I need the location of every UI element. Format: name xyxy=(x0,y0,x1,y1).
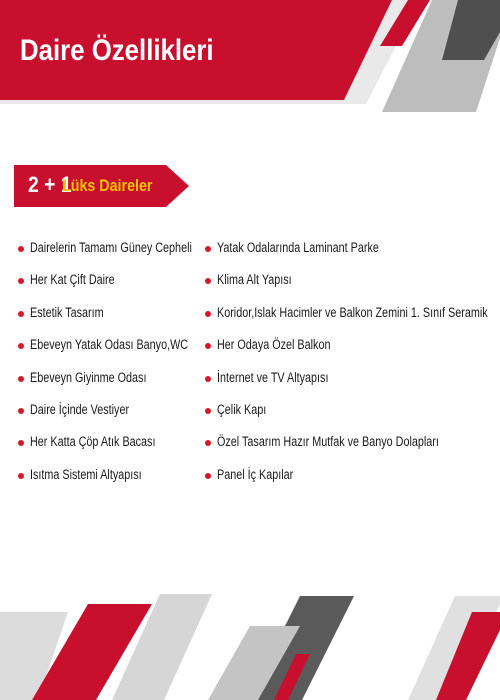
feature-text: Ebeveyn Yatak Odası Banyo,WC xyxy=(30,337,189,353)
list-item xyxy=(205,400,500,432)
bullet-icon xyxy=(205,246,211,252)
bullet-icon xyxy=(18,246,24,252)
bullet-icon xyxy=(205,376,211,382)
feature-text: Özel Tasarım Hazır Mutfak ve Banyo Dolapları xyxy=(217,434,439,450)
badge-label: Lüks Daireler xyxy=(62,176,153,195)
list-item xyxy=(205,303,500,335)
list-item xyxy=(18,400,232,432)
list-item xyxy=(18,270,232,302)
footer-gray-mid xyxy=(208,626,300,700)
feature-text: Daire İçinde Vestiyer xyxy=(30,401,130,417)
bullet-icon xyxy=(18,311,24,317)
feature-text: Her Katta Çöp Atık Bacası xyxy=(30,434,156,450)
bullet-icon xyxy=(205,343,211,349)
feature-text: Her Odaya Özel Balkon xyxy=(217,337,331,353)
list-item xyxy=(205,238,500,270)
bullet-icon xyxy=(18,473,24,479)
bullet-icon xyxy=(18,440,24,446)
features-left-column xyxy=(18,238,232,497)
bullet-icon xyxy=(18,278,24,284)
list-item xyxy=(18,303,232,335)
feature-text: Panel İç Kapılar xyxy=(217,466,294,482)
bullet-icon xyxy=(18,343,24,349)
bullet-icon xyxy=(18,376,24,382)
badge-number: 2 + 1 xyxy=(28,172,72,197)
list-item xyxy=(18,465,232,497)
list-item xyxy=(18,238,232,270)
list-item xyxy=(18,368,232,400)
bullet-icon xyxy=(205,408,211,414)
feature-text: İnternet ve TV Altyapısı xyxy=(217,369,329,385)
bullet-icon xyxy=(205,311,211,317)
feature-text: Koridor,Islak Hacimler ve Balkon Zemini 1. Sınıf Seramik xyxy=(217,304,488,320)
list-item xyxy=(205,432,500,464)
feature-text: Çelik Kapı xyxy=(217,401,267,417)
list-item xyxy=(205,465,500,497)
footer-dark-mid xyxy=(248,596,354,700)
footer-red-right xyxy=(436,612,500,700)
footer-red-left xyxy=(32,604,152,700)
bullet-icon xyxy=(205,473,211,479)
list-item xyxy=(205,270,500,302)
feature-text: Her Kat Çift Daire xyxy=(30,272,115,288)
feature-text: Yatak Odalarında Laminant Parke xyxy=(217,240,379,255)
bullet-icon xyxy=(205,440,211,446)
footer-light-mid xyxy=(112,594,212,700)
features-right-column xyxy=(205,238,500,497)
bullet-icon xyxy=(205,278,211,284)
feature-text: Ebeveyn Giyinme Odası xyxy=(30,369,147,385)
page-title: Daire Özellikleri xyxy=(20,34,214,67)
list-item xyxy=(18,432,232,464)
feature-text: Klima Alt Yapısı xyxy=(217,272,292,288)
footer-light-left xyxy=(0,612,68,700)
feature-text: Isıtma Sistemi Altyapısı xyxy=(30,466,142,482)
bullet-icon xyxy=(18,408,24,414)
list-item xyxy=(205,368,500,400)
footer-light-right xyxy=(408,596,500,700)
feature-text: Estetik Tasarım xyxy=(30,304,104,320)
list-item xyxy=(18,335,232,367)
feature-text: Dairelerin Tamamı Güney Cepheli xyxy=(30,240,192,255)
footer-red-small xyxy=(274,654,310,700)
list-item xyxy=(205,335,500,367)
